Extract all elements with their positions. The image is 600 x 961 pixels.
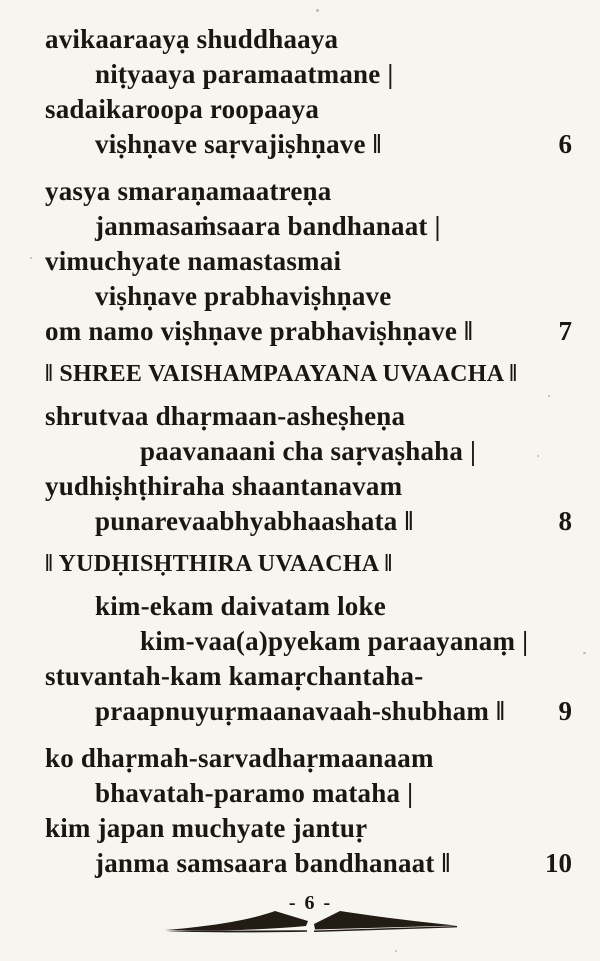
paper-speck [548,395,550,397]
verse-9-lines [45,589,528,729]
verse-7-lines [45,174,473,349]
verse-9 [45,589,576,729]
verse-line: bhavatah-paramo mataha | [95,778,414,808]
verse-line: niṭyaaya paramaatmane | [95,59,394,89]
verse-line: yasya smaraṇamaatreṇa [45,176,332,206]
speaker-heading-yudhishthira: ‖ YUDḤISḤTHIRA UVAACHA ‖ [45,551,393,577]
verse-line: viṣhṇave prabhaviṣhṇave [95,281,392,311]
verse-line: kim-vaa(a)pyekam paraayanaṃ | [140,626,529,656]
verse-7 [45,174,576,349]
page-footer [45,893,576,937]
verse-line: viṣhṇave saṛvajiṣhṇave ‖ [95,129,382,159]
speaker-heading-vaishampaayana: ‖ SHREE VAISHAMPAAYANA UVAACHA ‖ [45,361,518,387]
verse-line: om namo viṣhṇave prabhaviṣhṇave ‖ [45,316,473,346]
verse-6 [45,22,576,162]
paper-speck [316,9,319,12]
verse-line: stuvantah-kam kamaṛchantaha- [45,661,424,691]
verse-number: 6 [558,129,572,159]
verse-line: paavanaani cha saṛvaṣhaha | [140,436,477,466]
verse-number: 7 [558,316,572,346]
verse-line: sadaikaroopa roopaaya [45,94,320,124]
page-number: - 6 - [288,892,333,914]
verse-line: kim-ekam daivatam loke [95,591,386,621]
verse-line: kim japan muchyate jantuṛ [45,813,368,843]
verse-line: punarevaabhyabhaashata ‖ [95,506,414,536]
verse-line: yudhiṣhṭhiraha shaantanavam [45,471,403,501]
verse-line: janma samsaara bandhanaat ‖ [95,848,451,878]
verse-line: janmasaṁsaara bandhanaat | [95,211,441,241]
verse-10-lines [45,741,450,881]
verse-line: ko dhaṛmah-sarvadhaṛmaanaam [45,743,434,773]
paper-speck [395,950,397,952]
verse-6-lines [45,22,394,162]
verse-8 [45,399,576,539]
paper-speck [537,455,539,457]
verse-10 [45,741,576,881]
verse-8-lines [45,399,476,539]
paper-speck [30,257,32,259]
verse-number: 8 [558,506,572,536]
verse-number: 10 [545,848,572,878]
verse-line: avikaaraayạ shuddhaaya [45,24,339,54]
paper-speck [583,652,586,654]
verse-line: praapnuyuṛmaanavaah-shubham ‖ [95,696,505,726]
verse-line: vimuchyate namastasmai [45,246,342,276]
verse-number: 9 [558,696,572,726]
verse-line: shrutvaa dhaṛmaan-asheṣheṇa [45,401,406,431]
